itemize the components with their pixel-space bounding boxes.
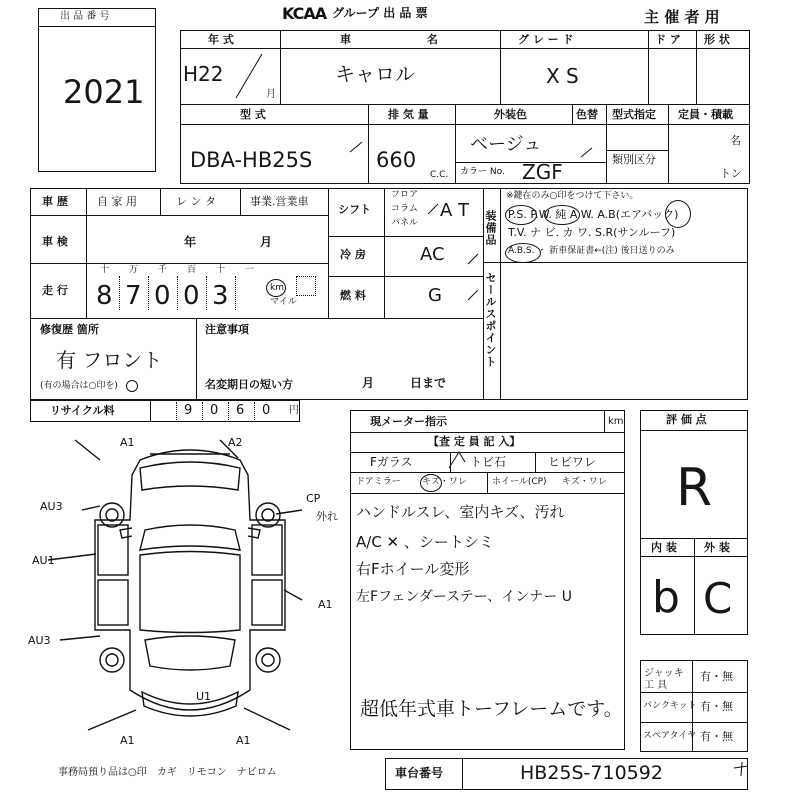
- jack-label: ジャッキ 工 具: [644, 668, 684, 691]
- mark-cp-right: CP: [306, 492, 321, 505]
- notes-label: 注意事項: [205, 323, 249, 336]
- meter-unit: km: [608, 416, 624, 427]
- comment-line-2: A/C ✕ 、シートシミ: [356, 533, 494, 551]
- registration-label: 名変期日の短い方: [205, 378, 293, 391]
- mileage-digit: 0: [183, 281, 200, 311]
- recycle-digit: 0: [210, 403, 219, 418]
- car-name-value: キャロル: [335, 62, 415, 86]
- mileage-place-label: 百: [187, 265, 197, 275]
- mirror-value: キズ・ワレ: [422, 477, 467, 487]
- grade-value: X S: [546, 64, 579, 88]
- fuel-mark: [466, 288, 480, 302]
- car-damage-diagram: [28, 430, 340, 750]
- office-note: 事務局預り品は○印 カギ リモコン ナビロム: [58, 767, 277, 778]
- shift-mark: [426, 202, 440, 216]
- interior-label: 内 装: [651, 541, 677, 554]
- repair-value: 有 フロント: [56, 348, 163, 372]
- inspector-summary: 超低年式車トーフレームです。: [360, 698, 623, 720]
- displacement-label: 排 気 量: [388, 108, 429, 121]
- repair-note: (有の場合は○印を): [40, 381, 118, 391]
- year-value: H22: [183, 62, 224, 86]
- displacement-value: 660: [376, 148, 417, 172]
- meter-label: 現メーター指示: [370, 415, 447, 428]
- equipment-row1: P.S. P.W. 純 A.W. A.B(エアバック): [508, 208, 679, 221]
- mileage-place-label: 千: [158, 265, 168, 275]
- inspection-month-unit: 月: [260, 235, 273, 249]
- wheel-value: キズ・ワレ: [562, 477, 607, 487]
- recycle-digit: 6: [236, 403, 245, 418]
- km-circle: [266, 279, 286, 297]
- registration-day-unit: 日まで: [410, 376, 447, 390]
- door-label: ド ア: [655, 33, 681, 46]
- shift-value: A T: [440, 200, 470, 221]
- km-checkbox: [296, 276, 316, 296]
- organizer-label: 主 催 者 用: [644, 8, 720, 26]
- abs-circle: [505, 243, 541, 263]
- fuel-label: 燃 料: [340, 289, 366, 302]
- recycle-digit: 9: [184, 403, 193, 418]
- glass-label: Fガラス: [370, 455, 413, 469]
- chassis-label: 車台番号: [395, 766, 444, 780]
- car-name-label: 車 名: [340, 33, 474, 46]
- model-value: DBA-HB25S: [190, 148, 313, 172]
- fuel-value: G: [428, 285, 442, 306]
- recycle-digit: 0: [262, 403, 271, 418]
- model-label: 型 式: [240, 108, 266, 121]
- ps-circle: [505, 205, 537, 225]
- inspector-header: 【査 定 員 記 入】: [428, 435, 521, 448]
- stone-chip-label: トビ石: [470, 455, 507, 469]
- mileage-digit: 3: [212, 281, 229, 311]
- mark-cp-right-note: 外れ: [316, 510, 338, 523]
- grade-label: グ レ ー ド: [518, 33, 574, 46]
- history-label: 車 歴: [42, 195, 68, 208]
- capacity-unit-tons: トン: [720, 167, 742, 180]
- exterior-grade: C: [703, 574, 733, 623]
- lot-number: 2021: [63, 73, 145, 111]
- mark-au3-left-top: AU3: [40, 500, 63, 513]
- puncture-kit-value: 有・無: [700, 700, 733, 713]
- wheel-label: ホイール(CP): [492, 477, 547, 487]
- equipment-row2: T.V. ナ ビ. カ ワ. S.R(サンルーフ): [508, 226, 676, 239]
- color-change-label: 色替: [576, 108, 598, 121]
- repair-circle: [126, 380, 138, 392]
- year-label: 年 式: [208, 33, 234, 46]
- mark-au3-left-bottom: AU3: [28, 634, 51, 647]
- mark-u1-rear: U1: [196, 690, 212, 703]
- shift-column: コラム: [391, 204, 418, 214]
- puncture-kit-label: パンクキット: [643, 701, 697, 711]
- type-designation-label: 型式指定: [612, 108, 656, 121]
- mileage-label: 走 行: [42, 284, 68, 297]
- interior-grade: b: [652, 572, 680, 623]
- color-no-value: ZGF: [522, 160, 563, 184]
- mark-a1-bottom-right: A1: [236, 734, 251, 747]
- category-label: 類別区分: [612, 153, 656, 166]
- shift-floor: フロア: [391, 190, 419, 200]
- private-use-option: 自 家 用: [97, 195, 137, 208]
- mile-label: マイル: [270, 297, 297, 307]
- color-no-label: カラー No.: [460, 167, 505, 177]
- rating-label: 評 価 点: [666, 413, 707, 426]
- shift-label: シフト: [338, 203, 371, 216]
- mark-a1-top-left: A1: [120, 436, 135, 449]
- pw-circle: [544, 205, 580, 225]
- title-logo: KCAA: [282, 4, 327, 23]
- chassis-mark: [732, 760, 752, 780]
- mileage-place-label: 十: [100, 265, 110, 275]
- mileage-digit: 0: [154, 281, 171, 311]
- repair-label: 修復歴 箇所: [40, 323, 99, 336]
- recycle-unit: 円: [289, 405, 299, 416]
- inspection-label: 車 検: [42, 235, 68, 248]
- ab-circle: [665, 200, 691, 228]
- comment-line-4: 左Fフェンダーステー、インナー U: [356, 589, 572, 605]
- ac-mark: [466, 252, 480, 266]
- capacity-unit-persons: 名: [730, 134, 741, 147]
- mark-au1-left: AU1: [32, 554, 55, 567]
- registration-month-unit: 月: [362, 376, 375, 390]
- body-shape-label: 形 状: [704, 33, 730, 46]
- recycle-label: リサイクル料: [50, 404, 115, 417]
- rental-option: レ ン タ: [176, 195, 216, 208]
- shift-panel: パネル: [391, 218, 419, 228]
- equipment-note: ※鍵在のみ○印をつけて下さい。: [506, 191, 639, 201]
- mirror-label: ドアミラー: [356, 477, 401, 487]
- mark-a2-top-right: A2: [228, 436, 243, 449]
- mileage-place-label: 十: [216, 265, 226, 275]
- spare-tire-value: 有・無: [700, 730, 733, 743]
- equipment-row3: A.B.S. ・ 新車保証書←(注) 後日送りのみ: [508, 246, 675, 256]
- crack-label: ヒビワレ: [548, 455, 597, 469]
- rating-score: R: [676, 458, 713, 518]
- mileage-place-label: 一: [245, 265, 255, 275]
- km-label: km: [270, 283, 284, 293]
- capacity-label: 定員・積載: [678, 108, 733, 121]
- inspection-year-unit: 年: [184, 235, 197, 249]
- mileage-digit: 8: [96, 281, 113, 311]
- model-dash: [346, 140, 366, 156]
- ac-label: 冷 房: [340, 248, 366, 261]
- business-option: 事業.営業車: [250, 195, 309, 208]
- comment-line-3: 右Fホイール変形: [356, 560, 470, 578]
- mirror-circle: [420, 474, 442, 492]
- year-month-unit: 月: [266, 89, 276, 100]
- equipment-label: 装備品: [484, 210, 497, 246]
- cc-unit: C.C.: [430, 170, 449, 180]
- mileage-place-label: 万: [129, 265, 139, 275]
- spare-tire-label: スペアタイヤ: [643, 731, 697, 741]
- exterior-color-label: 外装色: [494, 108, 527, 121]
- mileage-digit: 7: [125, 281, 142, 311]
- mark-a1-right: A1: [318, 598, 333, 611]
- color-dash: [578, 146, 596, 160]
- exterior-color-value: ベージュ: [470, 134, 542, 155]
- mark-a1-bottom-left: A1: [120, 734, 135, 747]
- chassis-number: HB25S-710592: [520, 762, 663, 784]
- sales-point-label: セールスポイント: [484, 272, 497, 368]
- jack-value: 有・無: [700, 670, 733, 683]
- comment-line-1: ハンドルスレ、室内キズ、汚れ: [356, 503, 565, 521]
- form-title: グループ 出 品 票: [332, 6, 428, 20]
- lot-number-label: 出 品 番 号: [60, 11, 110, 22]
- exterior-label: 外 装: [704, 541, 730, 554]
- ac-value: AC: [420, 244, 445, 265]
- chip-mark: [447, 448, 477, 472]
